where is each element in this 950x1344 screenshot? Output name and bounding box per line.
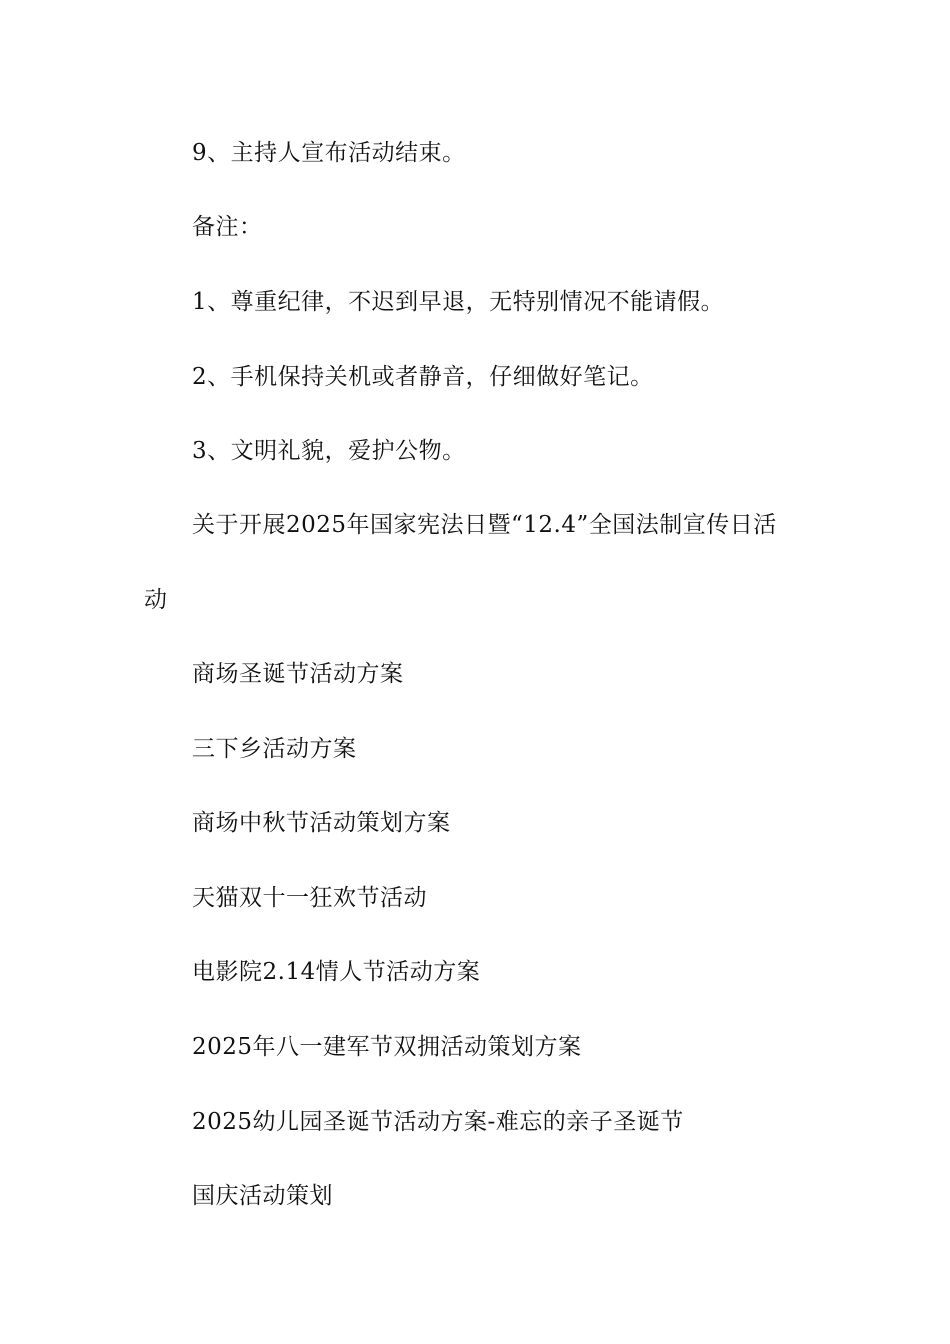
- step-9-text: 9、主持人宣布活动结束。: [192, 140, 466, 166]
- related-link-7[interactable]: 2025年八一建军节双拥活动策划方案: [192, 1034, 582, 1060]
- related-link-1-continued[interactable]: 动: [144, 587, 168, 613]
- related-link-5[interactable]: 天猫双十一狂欢节活动: [192, 885, 427, 911]
- related-link-2[interactable]: 商场圣诞节活动方案: [192, 661, 404, 687]
- note-1-text: 1、尊重纪律，不迟到早退，无特别情况不能请假。: [192, 289, 725, 315]
- notes-heading: 备注：: [192, 214, 263, 240]
- note-2-text: 2、手机保持关机或者静音，仔细做好笔记。: [192, 364, 654, 390]
- related-link-9[interactable]: 国庆活动策划: [192, 1183, 333, 1209]
- related-link-4[interactable]: 商场中秋节活动策划方案: [192, 810, 451, 836]
- note-3-text: 3、文明礼貌，爱护公物。: [192, 438, 466, 464]
- related-link-1[interactable]: 关于开展2025年国家宪法日暨“12.4”全国法制宣传日活: [192, 512, 777, 538]
- related-link-8[interactable]: 2025幼儿园圣诞节活动方案-难忘的亲子圣诞节: [192, 1109, 684, 1135]
- related-link-6[interactable]: 电影院2.14情人节活动方案: [192, 959, 481, 985]
- related-link-3[interactable]: 三下乡活动方案: [192, 736, 357, 762]
